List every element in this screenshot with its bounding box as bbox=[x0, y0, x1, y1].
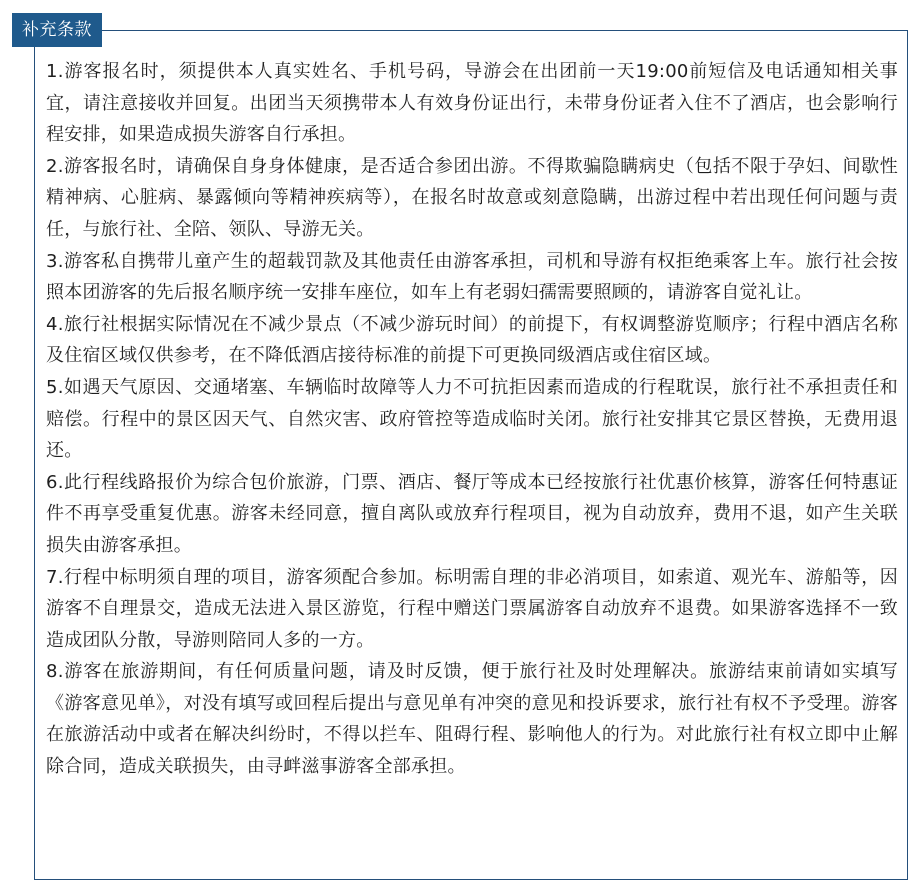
clause-8: 8.游客在旅游期间，有任何质量问题，请及时反馈，便于旅行社及时处理解决。旅游结束前请如实填写《游客意见单》，对没有填写或回程后提出与意见单有冲突的意见和投诉要求，旅行社有权不予受理。游客在旅游活动中或者在解决纠纷时，不得以拦车、阻碍行程、影响他人的行为。对此旅行社有权立即中止解除合同，造成关联损失，由寻衅滋事游客全部承担。 bbox=[46, 661, 898, 778]
section-title-tab: 补充条款 bbox=[12, 13, 102, 47]
clause-7: 7.行程中标明须自理的项目，游客须配合参加。标明需自理的非必消项目，如索道、观光车、游船等，因游客不自理景交，造成无法进入景区游览，行程中赠送门票属游客自动放弃不退费。如果游客选择不一致造成团队分散，导游则陪同人多的一方。 bbox=[46, 566, 898, 651]
clause-5: 5.如遇天气原因、交通堵塞、车辆临时故障等人力不可抗拒因素而造成的行程耽误，旅行社不承担责任和赔偿。行程中的景区因天气、自然灾害、政府管控等造成临时关闭。旅行社安排其它景区替换，无费用退还。 bbox=[46, 376, 898, 462]
clause-1: 1.游客报名时，须提供本人真实姓名、手机号码，导游会在出团前一天19:00前短信及电话通知相关事宜，请注意接收并回复。出团当天须携带本人有效身份证出行，未带身份证者入住不了酒店，也会影响行程安排，如果造成损失游客自行承担。 bbox=[46, 61, 898, 146]
clause-6: 6.此行程线路报价为综合包价旅游，门票、酒店、餐厅等成本已经按旅行社优惠价核算，游客任何特惠证件不再享受重复优惠。游客未经同意，擅自离队或放弃行程项目，视为自动放弃，费用不退，如产生关联损失由游客承担。 bbox=[46, 471, 898, 556]
clause-2: 2.游客报名时，请确保自身身体健康，是否适合参团出游。不得欺骗隐瞒病史（包括不限于孕妇、间歇性精神病、心脏病、暴露倾向等精神疾病等），在报名时故意或刻意隐瞒，出游过程中若出现任何问题与责任，与旅行社、全陪、领队、导游无关。 bbox=[46, 155, 898, 240]
clause-4: 4.旅行社根据实际情况在不减少景点（不减少游玩时间）的前提下，有权调整游览顺序；行程中酒店名称及住宿区域仅供参考，在不降低酒店接待标准的前提下可更换同级酒店或住宿区域。 bbox=[46, 313, 898, 367]
clause-list bbox=[46, 56, 898, 783]
clause-3: 3.游客私自携带儿童产生的超载罚款及其他责任由游客承担，司机和导游有权拒绝乘客上车。旅行社会按照本团游客的先后报名顺序统一安排车座位，如车上有老弱妇孺需要照顾的，请游客自觉礼让。 bbox=[46, 250, 898, 304]
